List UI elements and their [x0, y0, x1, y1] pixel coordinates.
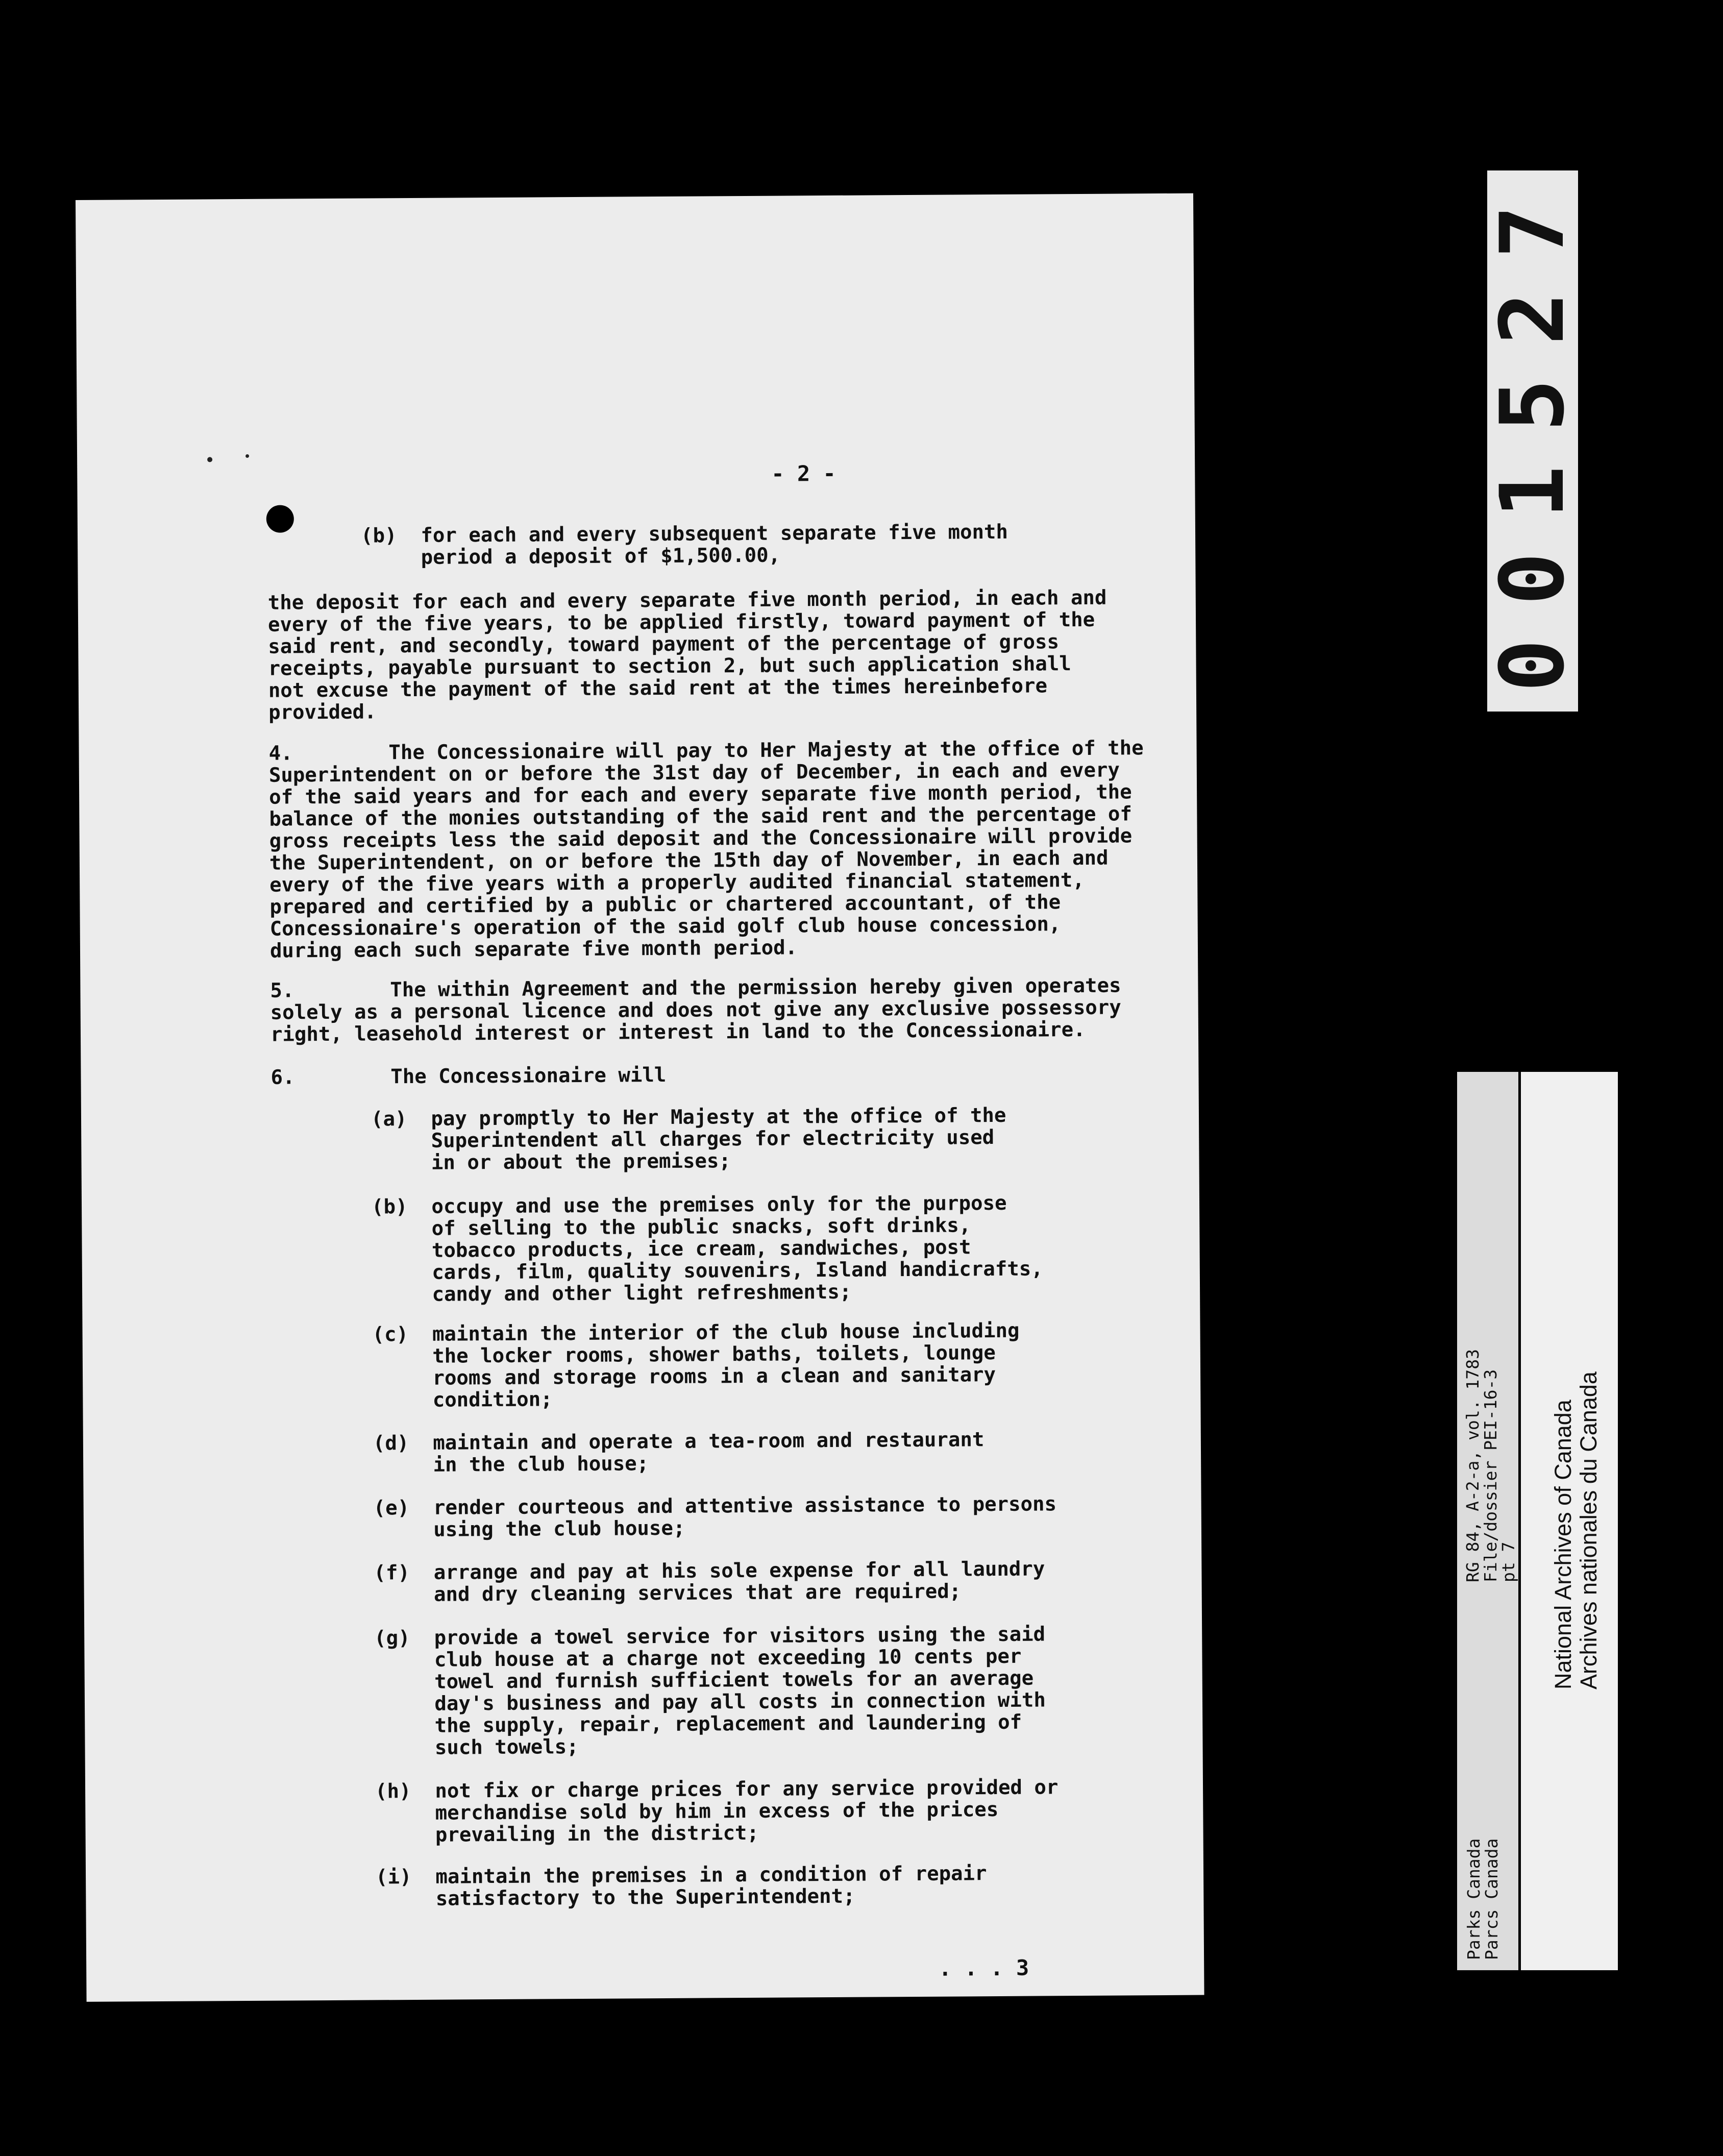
archive-reference: RG 84, A-2-a, vol. 1783 File/dossier PEI-16-3 pt 7: [1463, 1349, 1518, 1582]
list-item-d: (d) maintain and operate a tea-room and restaurant in the club house;: [373, 1428, 984, 1477]
continuation-marker: . . . 3: [939, 1955, 1029, 1981]
deposit-paragraph: the deposit for each and every separate five month period, in each and every of the five years, to be applied firstly, toward payment of the said rent, and secondly, toward payment of the percentage of gross receipts, payable pursuant to section 2, but such application shall not excuse the payment of the said rent at the times hereinbefore provided.: [267, 586, 1107, 724]
list-item-a: (a) pay promptly to Her Majesty at the office of the Superintendent all charges for electricity used in or about the premises;: [371, 1104, 1006, 1175]
section-4: 4. The Concessionaire will pay to Her Majesty at the office of the Superintendent on or before the 31st day of December, in each and every of the said years and for each and every separate five month period, the balance of the monies outstanding of the said rent and the percentage of gross receipts less the said deposit and the Concessionaire will provide the Superintendent, on or before the 15th day of November, in each and every of the five years with a properly audited financial statement, prepared and certified by a public or chartered accountant, of the Concessionaire's operation of the said golf club house concession, during each such separate five month period.: [268, 737, 1144, 963]
list-item-c: (c) maintain the interior of the club house including the locker rooms, shower baths, toilets, lounge rooms and storage rooms in a clean and sanitary condition;: [372, 1319, 1020, 1412]
section-5: 5. The within Agreement and the permission hereby given operates solely as a personal licence and does not give any exclusive possessory right, leasehold interest or interest in land to the Concessionaire.: [270, 974, 1121, 1046]
frame-digit: 5: [1481, 379, 1584, 432]
document-page: [76, 193, 1204, 2002]
agency-label: Parks Canada Parcs Canada: [1464, 1838, 1502, 1960]
page-number: - 2 -: [771, 460, 836, 486]
list-item-i: (i) maintain the premises in a condition of repair satisfactory to the Superintendent;: [375, 1862, 987, 1911]
item-b-top: (b) for each and every subsequent separate five month period a deposit of $1,500.00,: [360, 520, 1008, 570]
frame-digit: 7: [1481, 205, 1584, 258]
institution-fr: Archives nationales du Canada: [1576, 1371, 1602, 1689]
frame-digit: 0: [1481, 639, 1584, 692]
speck: [245, 454, 249, 458]
list-item-f: (f) arrange and pay at his sole expense for all laundry and dry cleaning services that are required;: [374, 1557, 1045, 1607]
speck: [207, 457, 212, 462]
section-6: 6. The Concessionaire will: [270, 1063, 667, 1089]
frame-number-stamp: [1481, 170, 1584, 712]
list-item-g: (g) provide a towel service for visitors using the said club house at a charge not exceeding 10 cents per towel and furnish sufficient towels for an average day's business and pay all costs in connection with the supply, repair, replacement and laundering of such towels;: [374, 1623, 1046, 1760]
list-item-b: (b) occupy and use the premises only for the purpose of selling to the public snacks, soft drinks, tobacco products, ice cream, sandwiches, post cards, film, quality souvenirs, Island handicrafts, candy and other light refreshments;: [371, 1191, 1043, 1307]
frame-digit: 2: [1481, 292, 1584, 345]
list-item-e: (e) render courteous and attentive assistance to persons using the club house;: [373, 1492, 1057, 1542]
punch-hole: [266, 505, 294, 532]
institution-en: National Archives of Canada: [1550, 1400, 1576, 1689]
frame-digit: 1: [1481, 465, 1584, 519]
frame-digit: 0: [1481, 552, 1584, 605]
list-item-h: (h) not fix or charge prices for any service provided or merchandise sold by him in excess of the prices prevailing in the district;: [375, 1776, 1059, 1847]
